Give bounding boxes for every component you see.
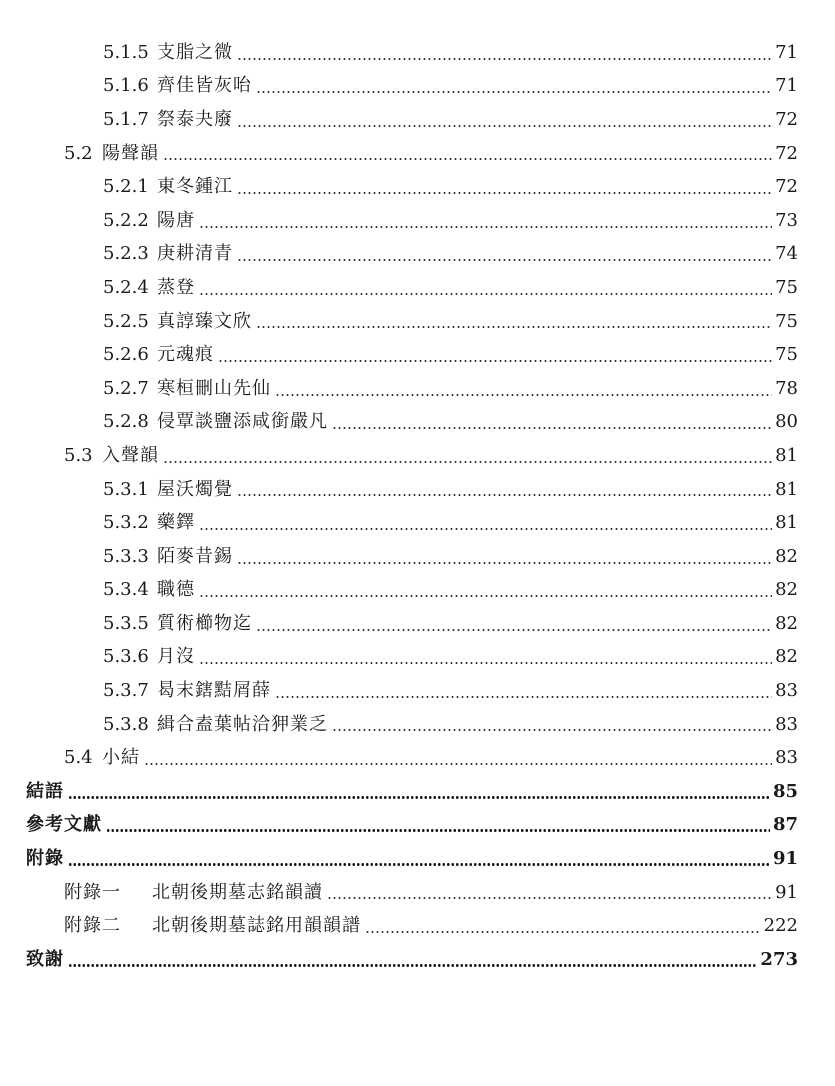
toc-entry-references[interactable]: [0, 809, 835, 843]
toc-entry-title: 月沒: [157, 646, 195, 668]
toc-entry-title: 寒桓刪山先仙: [157, 377, 271, 399]
toc-entry-5-3[interactable]: [0, 439, 835, 473]
toc-entry-title: 入聲韻: [102, 444, 159, 466]
table-of-contents: [0, 36, 835, 977]
toc-entry-page: 73: [775, 209, 798, 231]
toc-entry-title: 真諄臻文欣: [157, 310, 252, 332]
dot-leader: [163, 158, 772, 160]
dot-leader: [327, 897, 772, 899]
toc-entry-title: 藥鐸: [157, 512, 195, 534]
toc-entry-5-2-6[interactable]: [0, 338, 835, 372]
toc-entry-title: 齊佳皆灰咍: [157, 75, 252, 97]
toc-entry-acknowledgements[interactable]: [0, 943, 835, 977]
dot-leader: [199, 293, 772, 295]
toc-entry-number: 5.2.8: [103, 411, 149, 433]
toc-entry-number: 5.3.7: [103, 680, 149, 702]
dot-leader: [144, 763, 772, 765]
toc-entry-page: 82: [775, 579, 798, 601]
toc-entry-title: 侵覃談鹽添咸銜嚴凡: [157, 411, 328, 433]
dot-leader: [68, 796, 770, 799]
dot-leader: [275, 394, 772, 396]
toc-entry-5-2-1[interactable]: [0, 170, 835, 204]
toc-entry-title: 結語: [26, 780, 64, 802]
toc-entry-title: 屋沃燭覺: [157, 478, 233, 500]
toc-entry-5-3-8[interactable]: [0, 708, 835, 742]
toc-entry-5-3-3[interactable]: [0, 540, 835, 574]
dot-leader: [237, 562, 772, 564]
toc-entry-page: 83: [775, 680, 798, 702]
dot-leader: [106, 829, 770, 832]
toc-entry-page: 82: [775, 646, 798, 668]
toc-entry-page: 75: [775, 276, 798, 298]
toc-entry-number: 5.2.1: [103, 176, 149, 198]
toc-entry-number: 5.3.1: [103, 478, 149, 500]
dot-leader: [332, 729, 772, 731]
dot-leader: [68, 964, 757, 967]
toc-entry-title: 蒸登: [157, 276, 195, 298]
toc-entry-number: 5.3.6: [103, 646, 149, 668]
toc-entry-title: 陌麥昔錫: [157, 545, 233, 567]
toc-entry-page: 75: [775, 310, 798, 332]
toc-entry-title: 參考文獻: [26, 814, 102, 836]
toc-entry-5-2-4[interactable]: [0, 271, 835, 305]
dot-leader: [199, 226, 772, 228]
toc-entry-number: 5.3.8: [103, 713, 149, 735]
toc-entry-5-2-7[interactable]: [0, 372, 835, 406]
toc-entry-page: 72: [775, 176, 798, 198]
toc-entry-title: 緝合盍葉帖洽狎業乏: [157, 713, 328, 735]
dot-leader: [199, 662, 772, 664]
toc-entry-page: 81: [775, 444, 798, 466]
toc-entry-number: 5.2.3: [103, 243, 149, 265]
toc-entry-page: 273: [760, 948, 798, 970]
toc-entry-number: 5.4: [64, 747, 93, 769]
dot-leader: [237, 494, 772, 496]
toc-entry-page: 78: [775, 377, 798, 399]
toc-entry-page: 74: [775, 243, 798, 265]
toc-entry-page: 222: [763, 915, 798, 937]
toc-entry-title: 陽聲韻: [102, 142, 159, 164]
toc-entry-number: 5.2.5: [103, 310, 149, 332]
dot-leader: [163, 461, 772, 463]
toc-entry-label: 附錄二: [64, 915, 121, 937]
toc-entry-5-1-5[interactable]: [0, 36, 835, 70]
toc-entry-5-3-4[interactable]: [0, 574, 835, 608]
dot-leader: [68, 863, 770, 866]
toc-entry-5-2-3[interactable]: [0, 238, 835, 272]
toc-entry-number: 5.1.7: [103, 108, 149, 130]
toc-entry-number: 5.2.4: [103, 276, 149, 298]
toc-entry-page: 82: [775, 545, 798, 567]
toc-entry-page: 75: [775, 344, 798, 366]
dot-leader: [237, 192, 772, 194]
toc-entry-conclusion[interactable]: [0, 775, 835, 809]
dot-leader: [218, 360, 772, 362]
dot-leader: [332, 427, 772, 429]
toc-entry-page: 81: [775, 512, 798, 534]
toc-entry-5-2-2[interactable]: [0, 204, 835, 238]
toc-entry-appendix-1[interactable]: [0, 876, 835, 910]
toc-entry-page: 82: [775, 612, 798, 634]
toc-entry-page: 81: [775, 478, 798, 500]
toc-entry-page: 91: [775, 881, 798, 903]
toc-entry-page: 83: [775, 713, 798, 735]
toc-entry-5-1-6[interactable]: [0, 70, 835, 104]
toc-entry-number: 5.3.3: [103, 545, 149, 567]
toc-entry-page: 91: [772, 848, 798, 870]
dot-leader: [256, 91, 772, 93]
toc-entry-page: 85: [772, 780, 798, 802]
toc-entry-title: 曷末鎋黠屑薛: [157, 680, 271, 702]
toc-entry-page: 80: [775, 411, 798, 433]
toc-entry-page: 71: [775, 75, 798, 97]
toc-entry-title: 致謝: [26, 948, 64, 970]
toc-entry-page: 72: [775, 142, 798, 164]
toc-entry-5-1-7[interactable]: [0, 103, 835, 137]
toc-entry-number: 5.2.6: [103, 344, 149, 366]
toc-entry-title: 支脂之微: [157, 41, 233, 63]
toc-entry-label: 附錄一: [64, 881, 121, 903]
toc-entry-title: 東冬鍾江: [157, 176, 233, 198]
toc-entry-number: 5.2: [64, 142, 93, 164]
dot-leader: [365, 931, 761, 933]
toc-entry-title: 祭泰夬廢: [157, 108, 233, 130]
toc-entry-number: 5.1.6: [103, 75, 149, 97]
toc-entry-title: 附錄: [26, 848, 64, 870]
toc-entry-title: 元魂痕: [157, 344, 214, 366]
toc-entry-title: 北朝後期墓志銘韻讀: [152, 881, 323, 903]
toc-entry-number: 5.1.5: [103, 41, 149, 63]
toc-entry-5-3-5[interactable]: [0, 607, 835, 641]
toc-entry-page: 72: [775, 108, 798, 130]
toc-entry-page: 83: [775, 747, 798, 769]
toc-entry-title: 質術櫛物迄: [157, 612, 252, 634]
toc-entry-appendix-2[interactable]: [0, 909, 835, 943]
dot-leader: [256, 629, 772, 631]
dot-leader: [237, 58, 772, 60]
toc-entry-5-3-7[interactable]: [0, 674, 835, 708]
dot-leader: [256, 326, 772, 328]
toc-entry-5-2[interactable]: [0, 137, 835, 171]
toc-entry-title: 北朝後期墓誌銘用韻韻譜: [152, 915, 361, 937]
toc-entry-5-3-6[interactable]: [0, 641, 835, 675]
dot-leader: [237, 125, 772, 127]
dot-leader: [199, 595, 772, 597]
toc-entry-5-3-1[interactable]: [0, 473, 835, 507]
toc-entry-number: 5.2.2: [103, 209, 149, 231]
toc-entry-5-4[interactable]: [0, 741, 835, 775]
toc-entry-title: 庚耕清青: [157, 243, 233, 265]
toc-entry-page: 71: [775, 41, 798, 63]
toc-entry-number: 5.3: [64, 444, 93, 466]
toc-entry-title: 陽唐: [157, 209, 195, 231]
toc-entry-title: 小結: [102, 747, 140, 769]
toc-entry-5-2-8[interactable]: [0, 406, 835, 440]
toc-entry-5-3-2[interactable]: [0, 506, 835, 540]
toc-entry-number: 5.2.7: [103, 377, 149, 399]
toc-entry-page: 87: [772, 814, 798, 836]
toc-entry-title: 職德: [157, 579, 195, 601]
toc-entry-5-2-5[interactable]: [0, 305, 835, 339]
toc-entry-number: 5.3.2: [103, 512, 149, 534]
toc-entry-number: 5.3.5: [103, 612, 149, 634]
toc-entry-number: 5.3.4: [103, 579, 149, 601]
toc-entry-appendix[interactable]: [0, 842, 835, 876]
dot-leader: [237, 259, 772, 261]
dot-leader: [199, 528, 772, 530]
dot-leader: [275, 696, 772, 698]
